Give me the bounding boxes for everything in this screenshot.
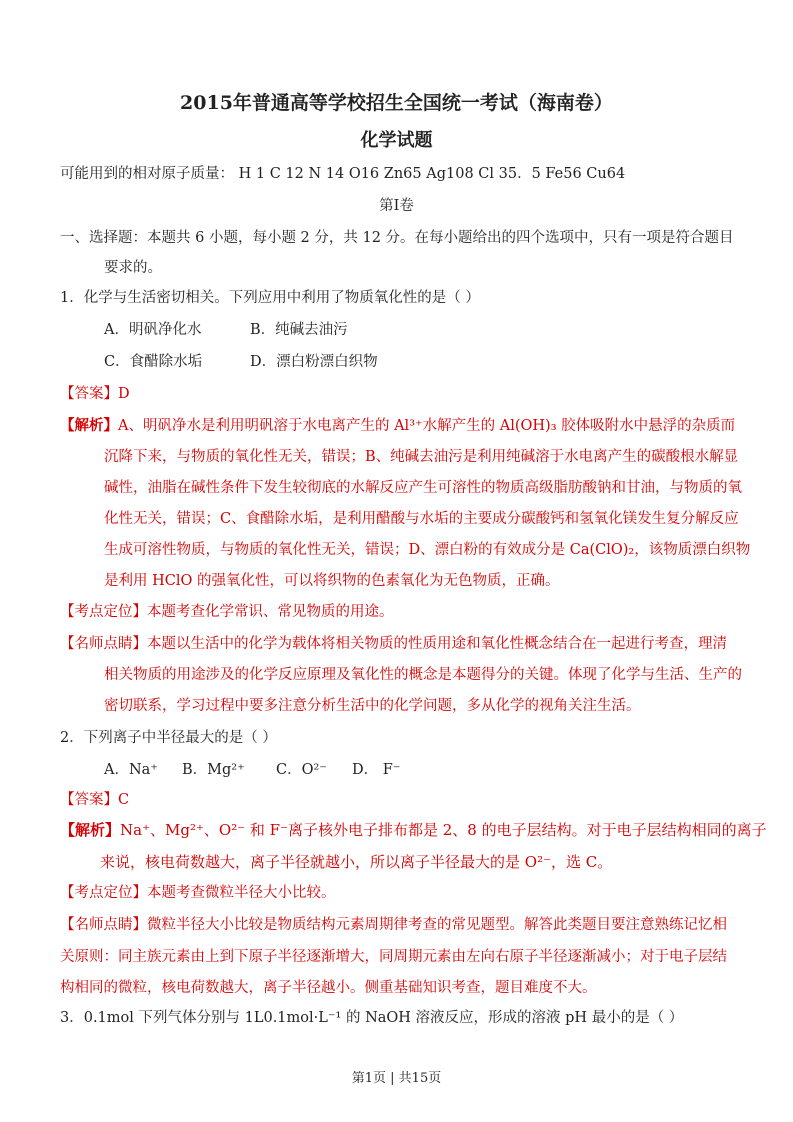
q1-analysis-line: 碱性，油脂在碱性条件下发生较彻底的水解反应产生可溶性的物质高级脂肪酸钠和甘油，与物质的氧	[104, 480, 742, 496]
analysis-tag: 【解析】	[60, 417, 118, 434]
answer-value: D	[118, 386, 130, 402]
q1-analysis-line: 化性无关，错误；C、食醋除水垢，是利用醋酸与水垢的主要成分碳酸钙和氢氧化镁发生复分解反应	[104, 511, 739, 527]
q1-comment-line: 密切联系，学习过程中要多注意分析生活中的化学问题，多从化学的视角关注生活。	[104, 698, 641, 714]
q1-point	[60, 602, 394, 622]
q1-answer	[60, 384, 130, 404]
q2-option-a: A．Na⁺	[104, 762, 158, 778]
q2-answer	[60, 790, 129, 810]
q2-comment-line: 构相同的微粒，核电荷数越大，离子半径越小。侧重基础知识考查，题目难度不大。	[60, 980, 597, 996]
q2-comment-line	[60, 915, 727, 935]
q1-analysis-line	[60, 416, 735, 436]
q2-option-d: D． F⁻	[352, 762, 401, 778]
q1-stem: 1．化学与生活密切相关。下列应用中利用了物质氧化性的是（ ）	[60, 290, 480, 306]
answer-value: C	[118, 792, 130, 808]
comment-tag: 【名师点睛】	[60, 636, 147, 652]
document-subtitle: 化学试题	[360, 130, 433, 151]
volume-heading: 第Ⅰ卷	[379, 198, 414, 214]
q2-analysis-line: 来说，核电荷数越大，离子半径就越小，所以离子半径最大的是 O²⁻，选 C。	[100, 853, 613, 871]
analysis-text: Na⁺、Mg²⁺、O²⁻ 和 F⁻离子核外电子排布都是 2、8 的电子层结构。对于电子层结构相同的离子	[120, 821, 767, 839]
q1-option-c: C．食醋除水垢	[104, 354, 203, 370]
point-text: 本题考查化学常识、常见物质的用途。	[147, 604, 394, 620]
q1-option-d: D．漂白粉漂白织物	[250, 354, 378, 370]
comment-tag: 【名师点睛】	[60, 917, 147, 933]
q1-option-a: A．明矾净化水	[104, 322, 202, 338]
comment-text: 微粒半径大小比较是物质结构元素周期律考查的常见题型。解答此类题目要注意熟练记忆相	[147, 917, 727, 933]
section-instructions: 一、选择题：本题共 6 小题，每小题 2 分，共 12 分。在每小题给出的四个选项中，只有一项是符合题目	[60, 230, 734, 246]
point-tag: 【考点定位】	[60, 885, 147, 901]
page-footer: 第1页 | 共15页	[351, 1071, 442, 1086]
answer-tag: 【答案】	[60, 386, 118, 402]
q2-option-c: C．O²⁻	[276, 762, 327, 778]
q1-analysis-line: 生成可溶性物质，与物质的氧化性无关，错误；D、漂白粉的有效成分是 Ca(ClO)₂，该物质漂白织物	[104, 542, 751, 558]
q2-stem: 2．下列离子中半径最大的是（ ）	[60, 730, 277, 746]
section-instructions-cont: 要求的。	[104, 260, 162, 276]
point-text: 本题考查微粒半径大小比较。	[147, 885, 336, 901]
atomic-masses: 可能用到的相对原子质量： H 1 C 12 N 14 O16 Zn65 Ag108 Cl 35．5 Fe56 Cu64	[60, 166, 626, 182]
document-title: 2015年普通高等学校招生全国统一考试（海南卷）	[180, 92, 613, 114]
point-tag: 【考点定位】	[60, 604, 147, 620]
q2-analysis-line	[60, 820, 767, 840]
q1-analysis-line: 沉降下来，与物质的氧化性无关，错误；B、纯碱去油污是利用纯碱溶于水电离产生的碳酸根水解显	[104, 449, 739, 465]
q1-comment-line: 相关物质的用途涉及的化学反应原理及氧化性的概念是本题得分的关键。体现了化学与生活、生产的	[104, 667, 742, 683]
comment-text: 本题以生活中的化学为载体将相关物质的性质用途和氧化性概念结合在一起进行考查，理清	[147, 636, 727, 652]
q1-comment-line	[60, 634, 727, 654]
q2-point	[60, 883, 336, 903]
q1-option-b: B．纯碱去油污	[250, 322, 348, 338]
answer-tag: 【答案】	[60, 792, 118, 808]
q3-stem: 3．0.1mol 下列气体分别与 1L0.1mol·L⁻¹ 的 NaOH 溶液反应，形成的溶液 pH 最小的是（ ）	[60, 1010, 684, 1026]
q1-analysis-line: 是利用 HClO 的强氧化性，可以将织物的色素氧化为无色物质，正确。	[104, 573, 560, 589]
analysis-tag: 【解析】	[60, 821, 121, 839]
q2-comment-line: 关原则：同主族元素由上到下原子半径逐渐增大，同周期元素由左向右原子半径逐渐减小；对于电子层结	[60, 949, 727, 965]
analysis-text: A、明矾净水是利用明矾溶于水电离产生的 Al³⁺水解产生的 Al(OH)₃ 胶体吸附水中悬浮的杂质而	[118, 418, 736, 434]
q2-option-b: B．Mg²⁺	[182, 762, 245, 778]
